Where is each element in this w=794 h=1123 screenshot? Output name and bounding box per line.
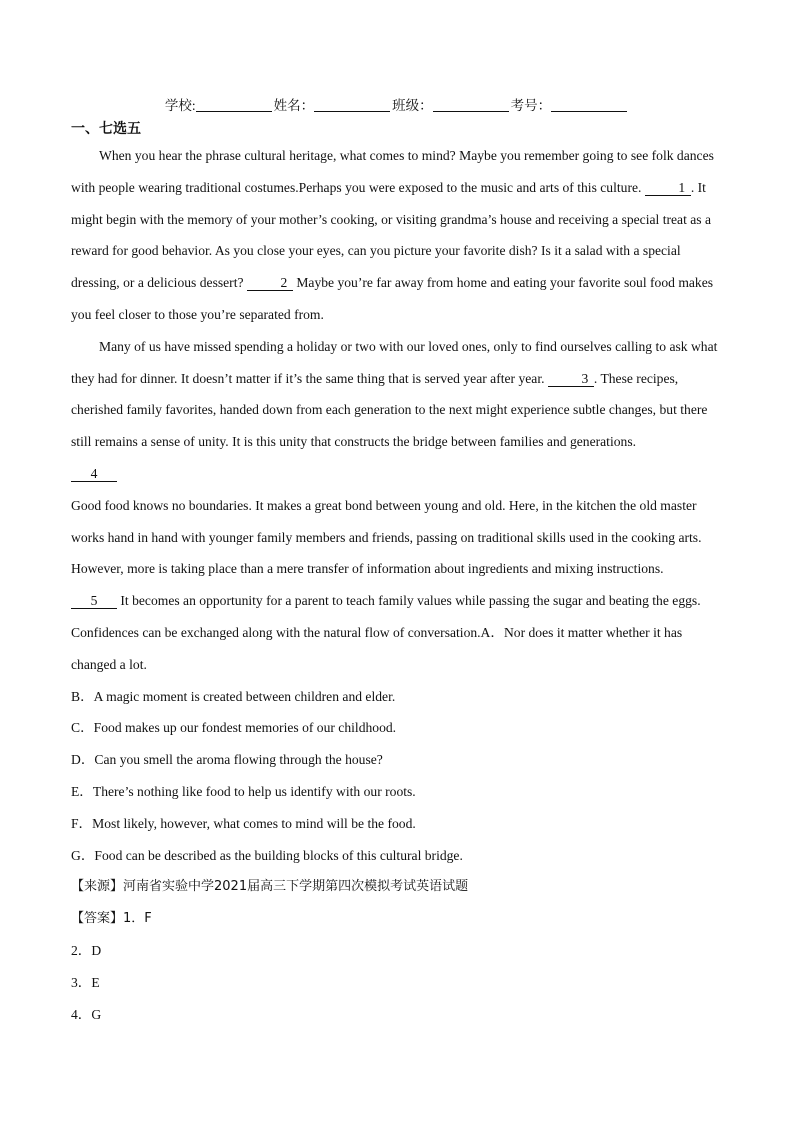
option-b: B．A magic moment is created between children and elder. [71,688,396,704]
blank-5: 5 [71,594,117,609]
passage-paragraph-1 [71,140,721,331]
answer-1: 【答案】1．F [71,911,152,927]
answer-3: 3．E [71,974,100,990]
school-label: 学校: [164,98,196,113]
paragraph-text: It becomes an opportunity for a parent to teach family values while passing the sugar and beating the eggs. Confidences can be exchanged along with the natural flow of conversation.A．Nor does it matter whether it has changed a lot. [71,593,701,672]
paragraph-text: Good food knows no boundaries. It makes a great bond between young and old. Here, in the kitchen the old master works hand in hand with younger family members and friends, passing on traditional skills used in the cooking arts. However, more is taking place than a mere transfer of information about ingredients and mixing instructions. [71,497,702,577]
option-c: C．Food makes up our fondest memories of our childhood. [71,720,397,736]
class-blank [433,98,509,112]
student-info-header [0,94,794,114]
name-blank [314,98,390,112]
passage-paragraph-4 [71,585,721,680]
option-g: G．Food can be described as the building blocks of this cultural bridge. [71,847,463,863]
answer-2: 2．D [71,942,102,958]
paragraph-text: . These recipes, cherished family favorites, handed down from each generation to the next might experience subtle changes, but there still remains a sense of unity. It is this unity that constructs the bridge between families and generations. [71,370,708,450]
passage-paragraph-3 [71,490,721,585]
passage-paragraph-2 [71,331,721,458]
option-e: E．There’s nothing like food to help us identify with our roots. [71,783,416,799]
option-f: F．Most likely, however, what comes to mind will be the food. [71,815,416,831]
paragraph-text: . It might begin with the memory of your mother’s cooking, or visiting grandma’s house and receiving a special treat as a reward for good behavior. As you close your eyes, can you picture your favorite dish? Is it a salad with a special dressing, or a delicious dessert? [71,179,712,291]
question-body [71,140,721,1030]
section-title: 一、七选五 [71,121,141,137]
name-label: 姓名： [273,98,315,113]
blank-3: 3 [548,372,594,387]
paragraph-text: Many of us have missed spending a holiday or two with our loved ones, only to find ourselves calling to ask what they had for dinner. It doesn’t matter if it’s the same thing that is served year after year. [71,338,718,386]
answer-4: 4．G [71,1006,102,1022]
source-line: 【来源】河南省实验中学2021届高三下学期第四次模拟考试英语试题 [71,879,469,895]
exam-number-label: 考号： [510,98,552,113]
class-label: 班级： [392,98,433,113]
paragraph-text: Maybe you’re far away from home and eating your favorite soul food makes you feel closer to those you’re separated from. [71,275,714,322]
blank-1: 1 [645,181,691,196]
school-blank [196,98,272,112]
passage-blank-line [71,458,721,490]
exam-number-blank [551,98,627,112]
blank-4: 4 [71,467,117,482]
option-d: D．Can you smell the aroma flowing through the house? [71,752,383,768]
paragraph-text: When you hear the phrase cultural heritage, what comes to mind? Maybe you remember going to see folk dances with people wearing traditional costumes.Perhaps you were exposed to the music and arts of this culture. [71,148,714,195]
blank-2: 2 [247,276,293,291]
